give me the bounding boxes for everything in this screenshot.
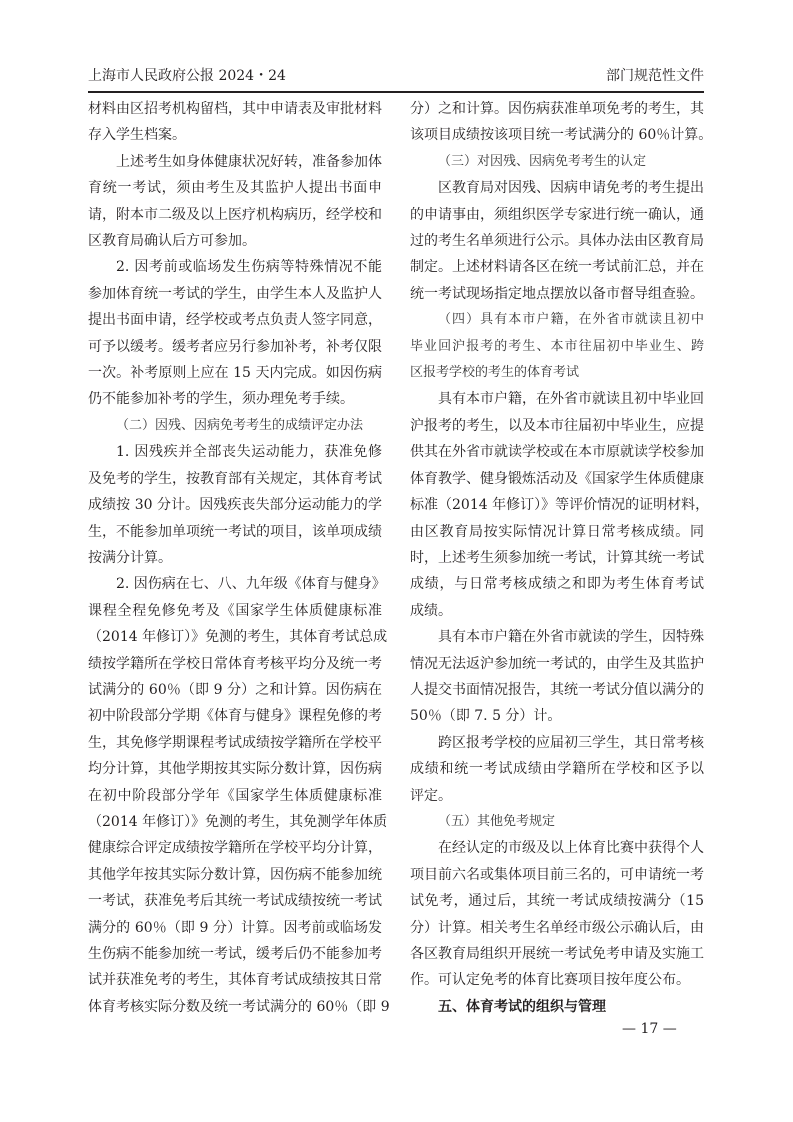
text-line: 初中阶段部分学期《体育与健身》课程免修的考 — [88, 708, 382, 725]
text-line: 五、体育考试的组织与管理 — [438, 998, 606, 1015]
text-line: 成绩。 — [410, 602, 452, 619]
text-line: 成绩，与日常考核成绩之和即为考生体育考试 — [410, 576, 704, 593]
paragraph — [410, 175, 704, 307]
text-line: 仍不能参加补考的学生，须办理免考手续。 — [88, 391, 354, 408]
text-line: 成绩和统一考试成绩由学籍所在学校和区予以 — [410, 761, 704, 778]
paragraph — [88, 96, 382, 149]
text-line: （五）其他免考规定 — [438, 813, 556, 829]
text-line: 生，不能参加单项统一考试的项目，该单项成绩 — [88, 523, 382, 540]
text-line: 在经认定的市级及以上体育比赛中获得个人 — [438, 840, 704, 857]
text-line: 评定。 — [410, 787, 452, 804]
header-rule — [88, 91, 704, 93]
text-line: 沪报考的考生，以及本市往届初中毕业生，应提 — [410, 417, 704, 434]
paragraph — [88, 439, 382, 571]
right-column — [410, 96, 713, 1020]
section-heading — [410, 994, 704, 1020]
paragraph — [88, 571, 390, 1020]
text-line: 存入学生档案。 — [88, 127, 186, 144]
text-line: 成绩按 30 分计。因残疾丧失部分运动能力的学 — [88, 497, 382, 514]
paragraph — [410, 835, 704, 993]
text-line: 试满分的 60％（即 9 分）之和计算。因伤病在 — [88, 681, 382, 698]
text-line: 可予以缓考。缓考者应另行参加补考，补考仅限 — [88, 338, 382, 355]
text-line: 2. 因伤病在七、八、九年级《体育与健身》 — [116, 576, 386, 593]
text-line: 项目前六名或集体项目前三名的，可申请统一考 — [410, 866, 704, 883]
text-line: 2. 因考前或临场发生伤病等特殊情况不能 — [116, 259, 382, 276]
text-line: 区教育局确认后方可参加。 — [88, 233, 256, 250]
text-line: （四）具有本市户籍，在外省市就读且初中 — [438, 312, 704, 328]
text-line: 生，其免修学期课程考试成绩按学籍所在学校平 — [88, 734, 382, 751]
text-line: 供其在外省市就读学校或在本市原就读学校参加 — [410, 444, 704, 461]
text-line: 分）计算。相关考生名单经市级公示确认后，由 — [410, 919, 704, 936]
text-line: 试免考，通过后，其统一考试成绩按满分（15 — [410, 893, 704, 910]
text-line: 试并获准免考的考生，其体育考试成绩按其日常 — [88, 972, 382, 989]
text-line: 参加体育统一考试的学生，由学生本人及监护人 — [88, 285, 382, 302]
text-line: 绩按学籍所在学校日常体育考核平均分及统一考 — [88, 655, 382, 672]
text-line: 分）之和计算。因伤病获准单项免考的考生，其 — [410, 101, 704, 117]
text-line: 毕业回沪报考的考生、本市往届初中毕业生、跨 — [410, 338, 704, 354]
text-line: 请，附本市二级及以上医疗机构病历，经学校和 — [88, 206, 382, 223]
subsection-heading — [410, 307, 704, 386]
text-line: 材料由区招考机构留档，其中申请表及审批材料 — [88, 101, 382, 117]
text-line: 健康综合评定成绩按学籍所在学校平均分计算， — [88, 840, 382, 857]
text-line: 提出书面申请，经学校或考点负责人签字同意， — [88, 312, 382, 329]
subsection-heading — [410, 149, 704, 175]
paragraph — [410, 96, 713, 149]
text-line: 该项目成绩按该项目统一考试满分的 60％计算。 — [410, 127, 713, 144]
text-line: 体育考核实际分数及统一考试满分的 60％（即 9 — [88, 998, 390, 1015]
text-line: 一次。补考原则上应在 15 天内完成。如因伤病 — [88, 365, 382, 382]
text-line: （2014 年修订）》免测的考生，其免测学年体质 — [88, 813, 388, 830]
text-line: 及免考的学生，按教育部有关规定，其体育考试 — [88, 470, 382, 487]
text-line: 均分计算，其他学期按其实际分数计算，因伤病 — [88, 761, 382, 778]
text-line: 统一考试现场指定地点摆放以备市督导组查验。 — [410, 285, 704, 302]
text-line: 1. 因残疾并全部丧失运动能力，获准免修 — [116, 444, 382, 461]
page-number: — 17 — — [622, 1021, 677, 1037]
text-line: 具有本市户籍在外省市就读的学生，因特殊 — [438, 629, 704, 646]
text-line: 区报考学校的考生的体育考试 — [410, 365, 580, 381]
paragraph — [410, 624, 704, 730]
text-line: 50％（即 7. 5 分）计。 — [410, 708, 562, 725]
subsection-heading — [410, 809, 704, 835]
paragraph — [88, 149, 382, 255]
text-line: 课程全程免修免考及《国家学生体质健康标准 — [88, 602, 382, 619]
text-line: 区教育局对因残、因病申请免考的考生提出 — [438, 180, 704, 197]
left-column — [88, 96, 390, 1020]
text-line: 过的考生名单须进行公示。具体办法由区教育局 — [410, 233, 704, 250]
text-line: 一考试，获准免考后其统一考试成绩按统一考试 — [88, 893, 382, 910]
text-line: （2014 年修订）》免测的考生，其体育考试总成 — [88, 629, 388, 646]
text-line: 人提交书面情况报告，其统一考试分值以满分的 — [410, 681, 704, 698]
text-line: 标准（2014 年修订）》等评价情况的证明材料， — [410, 497, 710, 514]
text-line: 其他学年按其实际分数计算，因伤病不能参加统 — [88, 866, 382, 883]
text-line: （三）对因残、因病免考考生的认定 — [438, 153, 647, 169]
text-line: 制定。上述材料请各区在统一考试前汇总，并在 — [410, 259, 704, 276]
text-line: 跨区报考学校的应届初三学生，其日常考核 — [438, 734, 704, 751]
category-header: 部门规范性文件 — [606, 68, 704, 84]
text-line: 作。可认定免考的体育比赛项目按年度公布。 — [410, 972, 690, 989]
text-line: 上述考生如身体健康状况好转，准备参加体 — [116, 153, 382, 170]
text-line: 具有本市户籍，在外省市就读且初中毕业回 — [438, 391, 704, 408]
text-line: 时，上述考生须参加统一考试，计算其统一考试 — [410, 549, 704, 566]
subsection-heading — [88, 413, 382, 439]
text-line: 的申请事由，须组织医学专家进行统一确认，通 — [410, 206, 704, 223]
text-line: 由区教育局按实际情况计算日常考核成绩。同 — [410, 523, 704, 540]
paragraph — [88, 254, 382, 412]
text-line: （二）因残、因病免考考生的成绩评定办法 — [116, 417, 364, 433]
paragraph — [410, 386, 710, 624]
text-line: 情况无法返沪参加统一考试的，由学生及其监护 — [410, 655, 704, 672]
paragraph — [410, 730, 704, 809]
text-line: 满分的 60％（即 9 分）计算。因考前或临场发 — [88, 919, 382, 936]
publication-header: 上海市人民政府公报 2024・24 — [88, 68, 286, 84]
text-line: 体育教学、健身锻炼活动及《国家学生体质健康 — [410, 470, 704, 487]
text-line: 在初中阶段部分学年《国家学生体质健康标准 — [88, 787, 382, 804]
text-line: 各区教育局组织开展统一考试免考申请及实施工 — [410, 946, 704, 962]
text-line: 育统一考试，须由考生及其监护人提出书面申 — [88, 180, 382, 197]
text-line: 生伤病不能参加统一考试，缓考后仍不能参加考 — [88, 946, 382, 962]
text-line: 按满分计算。 — [88, 549, 172, 566]
